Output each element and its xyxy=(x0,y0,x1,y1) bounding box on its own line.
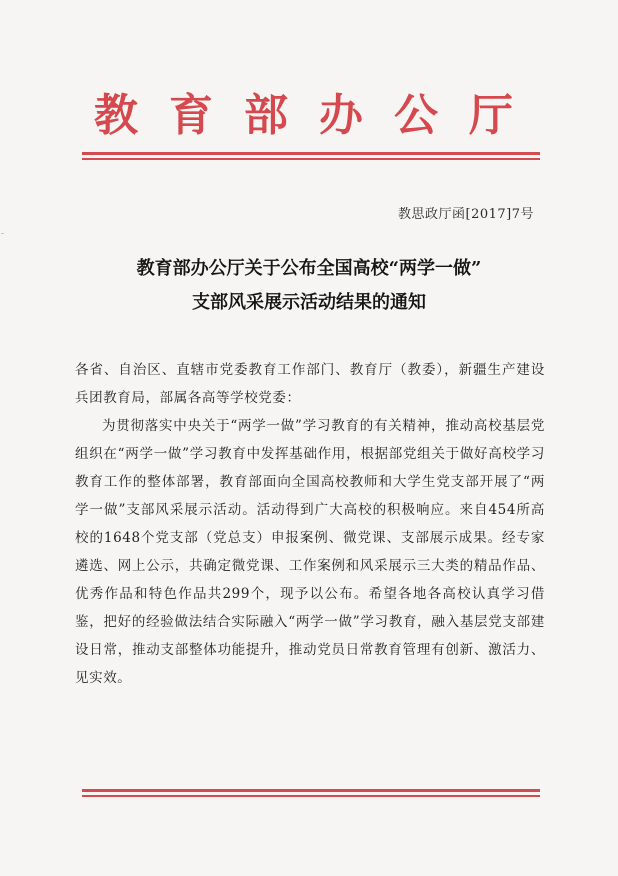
document-title xyxy=(0,252,618,320)
title-line-1: 教育部办公厅关于公布全国高校“两学一做” xyxy=(136,258,482,279)
paper-mark xyxy=(1,233,4,234)
document-number: 教思政厅函[2017]7号 xyxy=(398,207,534,222)
salutation: 各省、自治区、直辖市党委教育工作部门、教育厅（教委），新疆生产建设兵团教育局，部属各高等学校党委： xyxy=(75,362,545,406)
document-body xyxy=(75,356,545,692)
footer-rule-bottom xyxy=(82,795,540,797)
footer-rule-top xyxy=(82,789,540,792)
masthead-rule-top xyxy=(82,152,540,155)
body-paragraph: 为贯彻落实中央关于“两学一做”学习教育的有关精神，推动高校基层党组织在“两学一做”学习教育中发挥基础作用，根据部党组关于做好高校学习教育工作的整体部署，教育部面向全国高校教师和大学生党支部开展了“两学一做”支部风采展示活动。活动得到广大高校的积极响应。来自454所高校的1648个党支部（党总支）申报案例、微党课、支部展示成果。经专家遴选、网上公示，共确定微党课、工作案例和风采展示三大类的精品作品、优秀作品和特色作品共299个，现予以公布。希望各地各高校认真学习借鉴，把好的经验做法结合实际融入“两学一做”学习教育，融入基层党支部建设日常，推动支部整体功能提升，推动党员日常教育管理有创新、激活力、见实效。 xyxy=(75,418,545,686)
title-line-2: 支部风采展示活动结果的通知 xyxy=(192,292,426,313)
masthead-title: 教育部办公厅 xyxy=(94,90,544,141)
masthead-rule-bottom xyxy=(82,158,540,160)
